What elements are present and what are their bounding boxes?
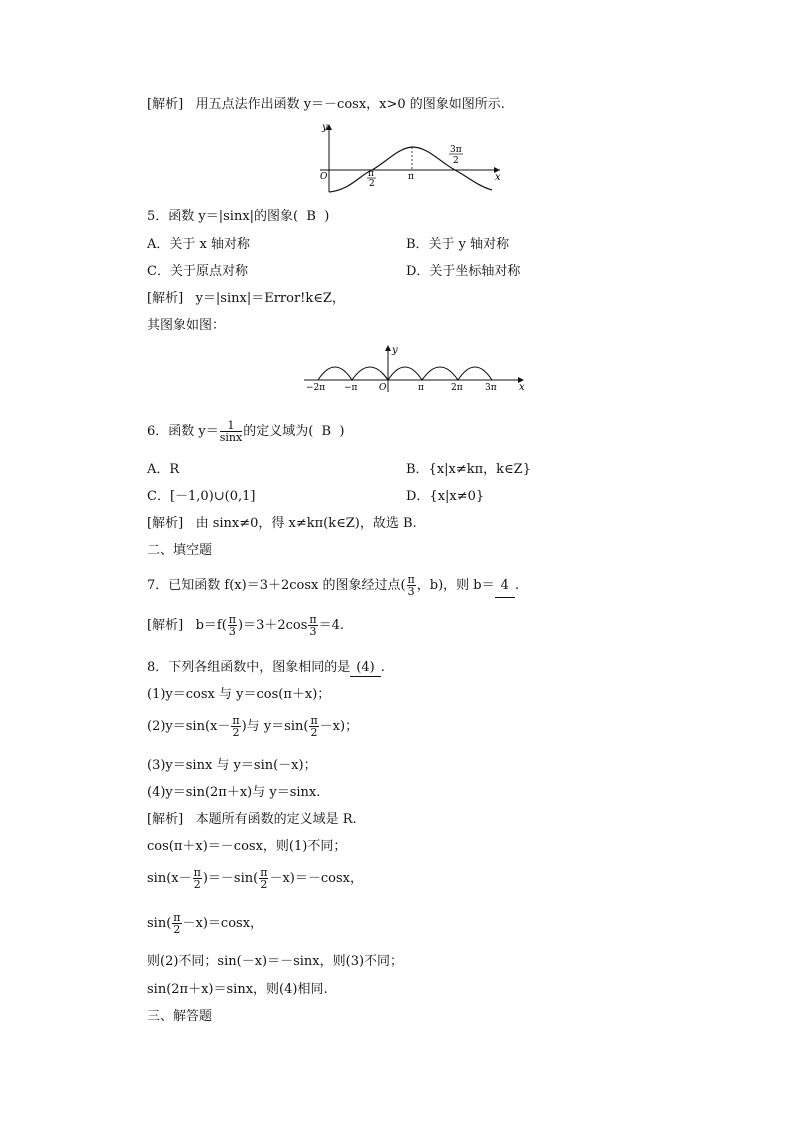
graph2-tick-neg2pi: −2π [306,383,326,393]
fraction: $\frac{1}{\sin x}$ [219,419,243,444]
graph1-tick-3pi2-n: 3π [450,145,462,155]
q5-option-d: D．关于坐标轴对称 [406,264,521,279]
analysis-text: 用五点法作出函数 y＝－cosx，x>0 的图象如图所示. [195,97,505,112]
analysis-line-q4 [147,97,505,113]
q5-option-b: B．关于 y 轴对称 [406,237,510,252]
q8-group-3: (3)y＝sinx 与 y＝sin(－x)； [147,758,317,773]
graph2-origin: O [379,383,387,393]
q8-analysis-line-5: sin(2π＋x)＝sinx，则(4)相同. [147,982,328,997]
question-5-answer: B [306,209,316,224]
graph2-tick-3pi: 3π [485,383,497,393]
q5-analysis: [解析] y＝|sinx|＝Error!k∈Z， [147,291,345,306]
graph-neg-cos [310,120,510,195]
q6-option-a: A．R [147,462,180,477]
q5-option-a: A．关于 x 轴对称 [147,237,250,252]
graph2-x-label: x [519,382,525,393]
q7-analysis: [解析] b＝f( $\frac{\pi}{3}$ )＝3＋2cos $\frac{\pi}{3}$ ＝4. [147,613,345,638]
q8-analysis-line-2: sin(x－ $\frac{\pi}{2}$ )＝－sin( $\frac{\pi}{2}$ －x)＝－cosx， [147,866,363,891]
graph1-tick-pi2-n: π [368,169,374,179]
graph2-tick-2pi: 2π [451,383,463,393]
graph2-tick-negpi: −π [344,383,358,393]
graph2-tick-pi: π [418,383,424,393]
analysis-tag: [解析] [147,812,184,827]
q6-option-d: D．{x|x≠0} [406,489,485,504]
q6-option-c: C．[－1,0)∪(0,1] [147,489,256,504]
fraction: $\frac{\pi}{2}$ [193,866,201,891]
graph1-x-label: x [495,172,501,183]
analysis-tag: [解析] [147,516,184,531]
section-answer: 三、解答题 [147,1009,213,1024]
q5-option-c: C．关于原点对称 [147,264,248,279]
graph1-tick-3pi2-d: 2 [453,156,459,166]
question-6-stem: 6．函数 y＝ $\frac{1}{\sin x}$ 的定义域为( B ) [147,419,345,444]
graph2-y-label: y [392,345,398,356]
q8-analysis-line-4: 则(2)不同；sin(－x)＝－sinx，则(3)不同； [147,954,404,969]
q6-analysis: [解析] 由 sinx≠0，得 x≠kπ(k∈Z)，故选 B. [147,516,417,531]
q8-group-1: (1)y＝cosx 与 y＝cos(π＋x)； [147,687,331,702]
graph1-y-label: y [322,122,328,133]
q8-analysis-line-1: cos(π＋x)＝－cosx，则(1)不同； [147,839,347,854]
analysis-tag: [解析] [147,97,184,112]
fraction: $\frac{\pi}{2}$ [173,911,181,936]
question-7-answer: 4 [495,575,515,598]
question-8-stem: 8．下列各组函数中，图象相同的是 (4) . [147,660,385,675]
question-5-stem: 5．函数 y＝|sinx|的图象( B ) [147,209,330,224]
q6-option-b: B．{x|x≠kπ，k∈Z} [406,462,531,477]
graph-abs-sin [300,342,530,394]
q8-analysis: [解析] 本题所有函数的定义域是 R. [147,812,357,827]
fraction: $\frac{\pi}{3}$ [309,613,317,638]
question-7-stem: 7．已知函数 f(x)＝3＋2cosx 的图象经过点( $\frac{\pi}{3}$ ，b)，则 b＝ 4 . [147,573,520,598]
analysis-tag: [解析] [147,618,184,633]
q8-group-4: (4)y＝sin(2π＋x)与 y＝sinx. [147,785,321,800]
fraction: $\frac{\pi}{2}$ [260,866,268,891]
q8-group-2: (2)y＝sin(x－ $\frac{\pi}{2}$ )与 y＝sin( $\frac{\pi}{2}$ －x)； [147,714,359,739]
q5-follow-text: 其图象如图： [147,318,226,333]
graph1-tick-pi2-d: 2 [369,179,375,189]
fraction: $\frac{\pi}{2}$ [232,714,240,739]
section-fill-in: 二、填空题 [147,543,213,558]
graph1-origin: O [320,172,328,182]
fraction: $\frac{\pi}{2}$ [310,714,318,739]
question-6-answer: B [321,424,332,439]
graph1-tick-pi: π [408,172,414,182]
question-8-answer: (4) [350,660,380,677]
analysis-tag: [解析] [147,291,184,306]
q8-analysis-line-3: sin( $\frac{\pi}{2}$ －x)＝cosx， [147,911,264,936]
fraction: $\frac{\pi}{3}$ [407,573,415,598]
fraction: $\frac{\pi}{3}$ [228,613,237,638]
